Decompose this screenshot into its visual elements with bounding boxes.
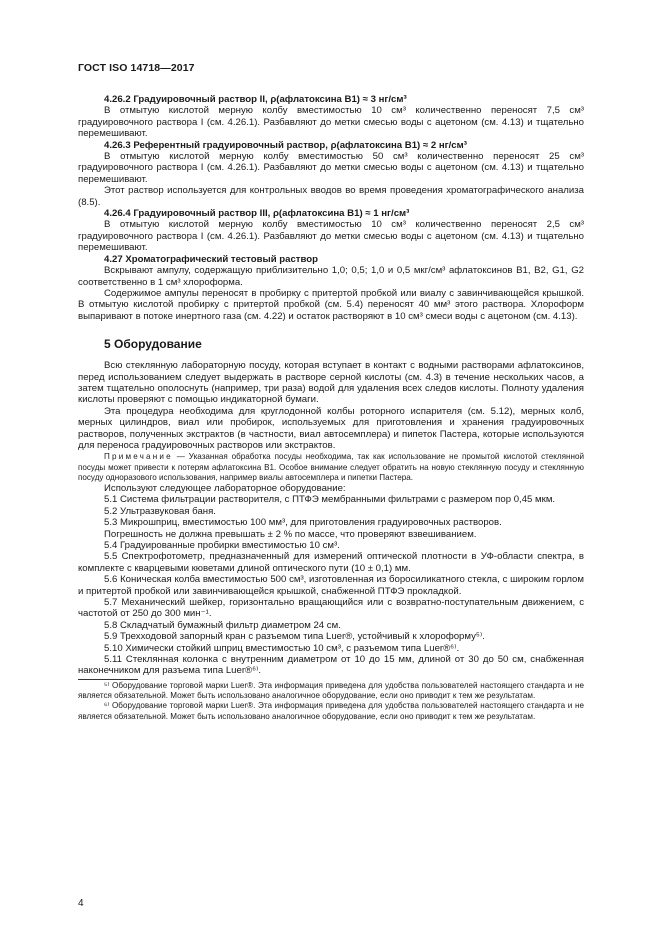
footnote-5: ⁵⁾ Оборудование торговой марки Luer®. Эта информация приведена для удобства пользователей настоящего стандарта и не является обязательной. Может быть использовано аналогичное оборудование, если оно приводит к тем же результатам.: [78, 680, 584, 701]
section-5-paragraph-1: Всю стеклянную лабораторную посуду, которая вступает в контакт с водными растворами афлатоксинов, перед использованием следует выдержать в растворе серной кислоты (см. 4.3) в течение нескольких часов, а затем тщательно ополоснуть (например, три раза) водой для удаления всех следов кислоты. Полноту удаления кислоты проверяют с помощью индикаторной бумаги.: [78, 360, 584, 406]
page-body: [78, 94, 584, 722]
item-5-4: 5.4 Градуированные пробирки вместимостью 10 см³.: [104, 540, 340, 552]
clause-4-26-4-title: 4.26.4 Градуировочный раствор III, ρ(афлатоксина В1) ≈ 1 нг/см³: [104, 208, 410, 220]
section-5-paragraph-2: Эта процедура необходима для круглодонной колбы роторного испарителя (см. 5.12), мерных колб, мерных цилиндров, виал или пробирок, используемых для приготовления и хранения градуировочных растворов, полученных экстрактов (в частности, виал автосемплера) и пипеток Пастера, которые используются для переноса градуировочных растворов или экстрактов.: [78, 405, 584, 451]
item-5-7: 5.7 Механический шейкер, горизонтально вращающийся или с возвратно-поступательным движением, с частотой от 250 до 300 мин⁻¹.: [78, 597, 584, 620]
note-text: — Указанная обработка посуды необходима, так как использование не промытой кислотой стеклянной посуды может привести к потерям афлатоксина В1. Особое внимание следует обратить на новую стеклянную посуду и стеклянную посуду одноразового использования, например виалы автосемплера и пипетки Пастера.: [78, 452, 584, 482]
clause-4-26-2-title: 4.26.2 Градуировочный раствор II, ρ(афлатоксина В1) ≈ 3 нг/см³: [104, 94, 407, 105]
page-number: 4: [78, 898, 84, 909]
equipment-intro: Используют следующее лабораторное оборудование:: [104, 482, 346, 494]
item-5-6: 5.6 Коническая колба вместимостью 500 см³, изготовленная из боросиликатного стекла, с широким горлом и притертой пробкой или завинчивающейся крышкой, снабженной ПТФЭ прокладкой.: [78, 574, 584, 597]
page-header: ГОСТ ISO 14718—2017: [78, 62, 195, 74]
item-5-1: 5.1 Система фильтрации растворителя, с ПТФЭ мембранными фильтрами с размером пор 0,45 мкм.: [104, 494, 556, 506]
note-label: Примечание: [104, 452, 173, 462]
clause-4-27-text-2: Содержимое ампулы переносят в пробирку с притертой пробкой или виалу с завинчивающейся крышкой. В отмытую кислотой пробирку с притертой пробкой (см. 5.4) переносят 40 мм³ этого раствора. Хлороформ выпаривают в потоке инертного газа (см. 4.22) и остаток растворяют в 10 см³ смеси воды с ацетоном (см. 4.13).: [78, 287, 584, 322]
item-5-9: 5.9 Трехходовой запорный кран с разъемом типа Luer®, устойчивый к хлороформу⁵⁾.: [104, 631, 485, 643]
clause-4-27-text: Вскрывают ампулу, содержащую приблизительно 1,0; 0,5; 1,0 и 0,5 мкг/см³ афлатоксинов В1, В2, G1, G2 соответственно в 1 см³ хлороформа.: [78, 265, 584, 288]
clause-4-26-3-text-2: Этот раствор используется для контрольных вводов во время проведения хроматографического анализа (8.5).: [78, 185, 584, 208]
item-5-2: 5.2 Ультразвуковая баня.: [104, 505, 216, 517]
clause-4-27-title: 4.27 Хроматографический тестовый раствор: [104, 253, 318, 265]
item-5-8: 5.8 Складчатый бумажный фильтр диаметром 24 см.: [104, 619, 341, 631]
footnote-6: ⁶⁾ Оборудование торговой марки Luer®. Эта информация приведена для удобства пользователей настоящего стандарта и не является обязательной. Может быть использовано аналогичное оборудование, если оно приводит к тем же результатам.: [78, 701, 584, 721]
item-5-3: 5.3 Микрошприц, вместимостью 100 мм³, для приготовления градуировочных растворов.: [104, 517, 502, 529]
item-5-5: 5.5 Спектрофотометр, предназначенный для измерений оптической плотности в УФ-области спектра, в комплекте с кварцевыми кюветами длиной оптического пути (10 ± 0,1) мм.: [78, 551, 584, 574]
item-5-3-note: Погрешность не должна превышать ± 2 % по массе, что проверяют взвешиванием.: [104, 528, 477, 540]
note: [78, 452, 584, 483]
footnote-divider: [78, 679, 138, 680]
clause-4-26-3-text: В отмытую кислотой мерную колбу вместимостью 50 см³ количественно переносят 25 см³ градуировочного раствора I (см. 4.26.1). Разбавляют до метки смесью воды с ацетоном (см. 4.13) и тщательно перемешивают.: [78, 151, 584, 185]
clause-4-26-3-title: 4.26.3 Референтный градуировочный раствор, ρ(афлатоксина В1) ≈ 2 нг/см³: [104, 139, 467, 151]
clause-4-26-4-text: В отмытую кислотой мерную колбу вместимостью 10 см³ количественно переносят 2,5 см³ градуировочного раствора I (см. 4.26.1). Разбавляют до метки смесью воды с ацетоном (см. 4.13) и тщательно перемешивают.: [78, 219, 584, 254]
section-5-title: 5 Оборудование: [104, 337, 202, 352]
item-5-11: 5.11 Стеклянная колонка с внутренним диаметром от 10 до 15 мм, длиной от 30 до 50 см, снабженная наконечником для разъема типа Luer®⁶⁾.: [78, 654, 584, 677]
clause-4-26-2-text: В отмытую кислотой мерную колбу вместимостью 10 см³ количественно переносят 7,5 см³ градуировочного раствора I (см. 4.26.1). Разбавляют до метки смесью воды с ацетоном (см. 4.13) и тщательно перемешивают.: [78, 105, 584, 140]
item-5-10: 5.10 Химически стойкий шприц вместимостью 10 см³, с разъемом типа Luer®⁶⁾.: [104, 642, 460, 654]
